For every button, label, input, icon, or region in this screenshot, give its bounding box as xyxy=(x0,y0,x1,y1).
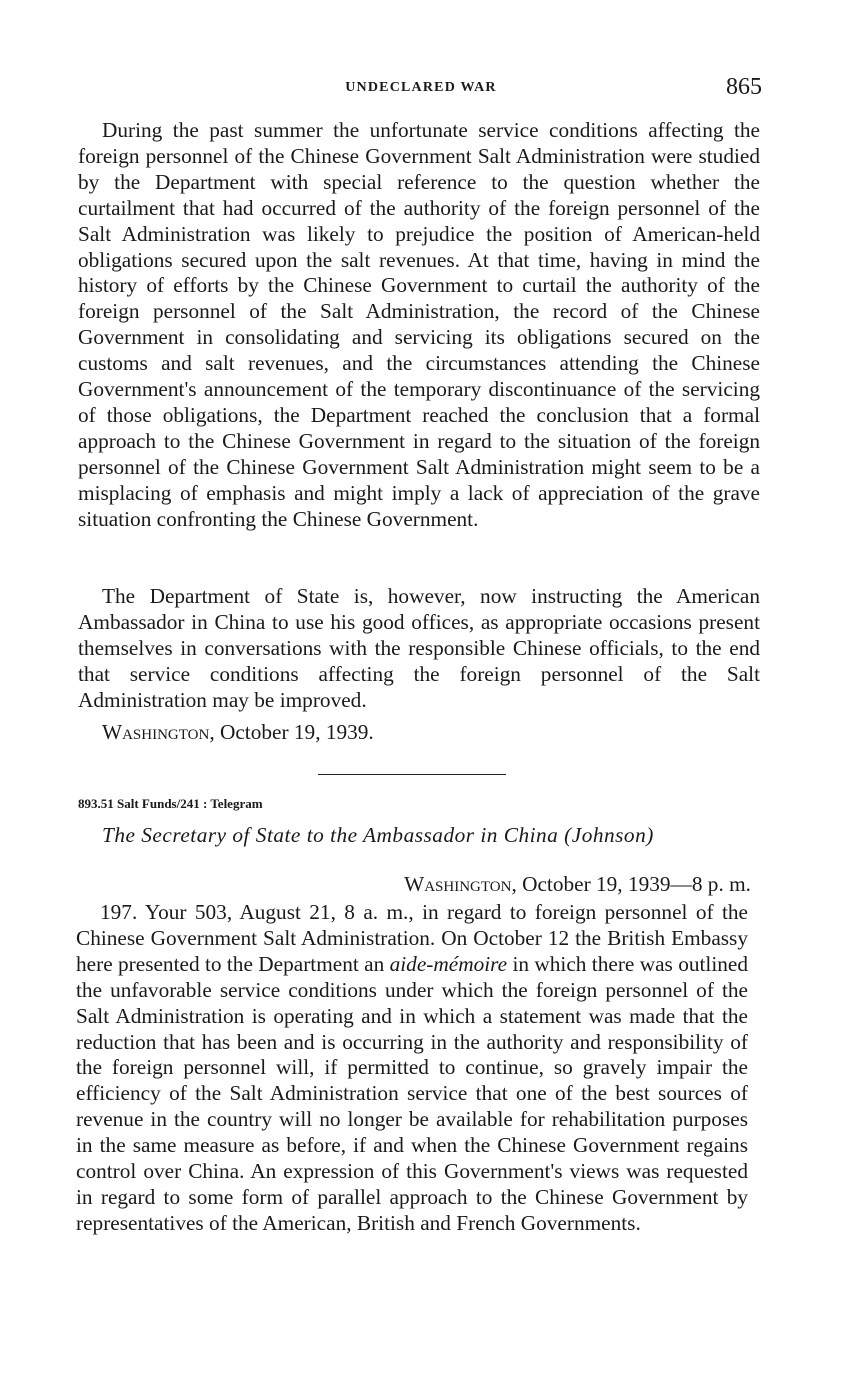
document-title: The Secretary of State to the Ambassador in China (Johnson) xyxy=(102,823,654,847)
body-paragraph-1 xyxy=(78,118,760,533)
running-header xyxy=(76,76,766,106)
dateline xyxy=(102,720,374,745)
telegram-date: , October 19, 1939—8 p. m. xyxy=(511,872,751,896)
running-title: UNDECLARED WAR xyxy=(345,80,497,95)
telegram-text-end: in which there was outlined the unfavorable service conditions under which the foreign personnel of the Salt Administration is operating and in which a statement was made that the reduction that has been and is occurring in the authority and responsibility of the foreign personnel will, if permitted to continue, so gravely impair the efficiency of the Salt Administration service that one of the best sources of revenue in the country will no longer be available for rehabilitation purposes in the same measure as before, if and when the Chinese Government regains control over China. An expression of this Government's views was requested in regard to some form of parallel approach to the Chinese Government by representatives of the American, British and French Governments. xyxy=(76,951,748,1235)
dateline-place: Washington xyxy=(102,720,210,744)
telegram-text-start: 197. Your 503, August 21, 8 a. m., in regard to foreign personnel of the Chinese Government Salt Administration. On October 12 the British Embassy here presented to the Department an xyxy=(76,900,748,976)
telegram-body xyxy=(76,900,748,1237)
italic-term: aide-mémoire xyxy=(389,951,508,976)
paragraph-text: The Department of State is, however, now instructing the American Ambassador in China to use his good offices, as appropriate occasions present themselves in conversations with the responsible Chinese officials, to the end that service conditions affecting the foreign personnel of the Salt Administration may be improved. xyxy=(78,584,760,712)
body-paragraph-2 xyxy=(78,584,760,714)
section-divider xyxy=(318,774,506,775)
telegram-place: Washington xyxy=(404,872,512,896)
paragraph-text: During the past summer the unfortunate service conditions affecting the foreign personnel of the Chinese Government Salt Administration were studied by the Department with special reference to the question whether the curtailment that had occurred of the authority of the foreign personnel of the Salt Administration was likely to prejudice the position of American-held obligations secured upon the salt revenues. At that time, having in mind the history of efforts by the Chinese Government to curtail the authority of the foreign personnel of the Salt Administration, the record of the Chinese Government in consolidating and servicing its obligations secured on the customs and salt revenues, and the circumstances attending the Chinese Government's announcement of the temporary discontinuance of the servicing of those obligations, the Department reached the conclusion that a formal approach to the Chinese Government in regard to the situation of the foreign personnel of the Chinese Government Salt Administration might seem to be a misplacing of emphasis and might imply a lack of appreciation of the grave situation confronting the Chinese Government. xyxy=(78,118,760,531)
telegram-paragraph xyxy=(76,900,748,1237)
telegram-dateline xyxy=(404,872,751,897)
dateline-date: , October 19, 1939. xyxy=(209,720,374,744)
file-reference: 893.51 Salt Funds/241 : Telegram xyxy=(78,796,263,811)
page-number: 865 xyxy=(726,74,762,100)
